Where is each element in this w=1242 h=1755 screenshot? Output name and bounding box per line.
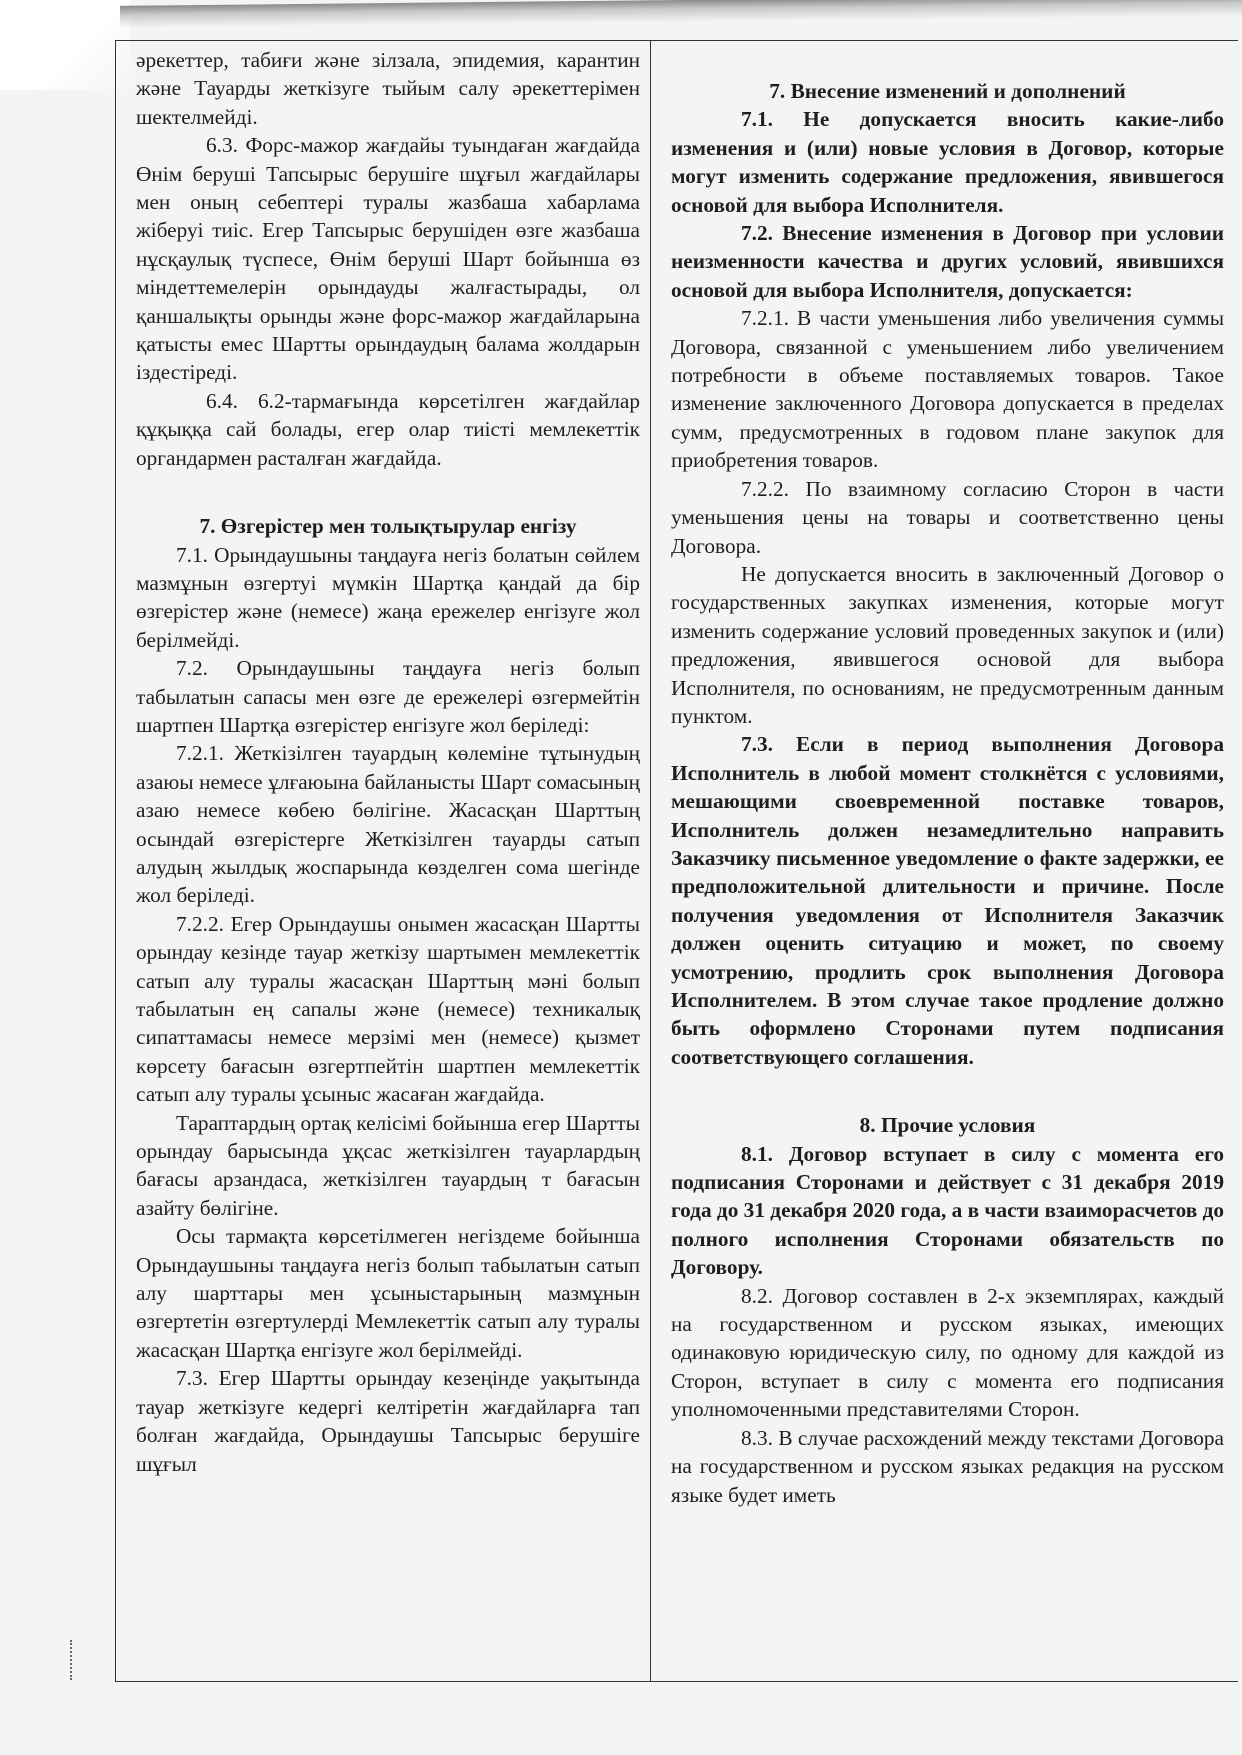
kz-paragraph-6-3: 6.3. Форс-мажор жағдайы туындаған жағдайда Өнім беруші Тапсырыс берушіге шұғыл жағдайлары мен оның себептері туралы жазбаша хабарлама жіберуі тиіс. Егер Тапсырыс берушіден өзге жазбаша нұсқаулық түспесе, Өнім беруші Шарт бойынша өз міндеттемелерін орындауды жалғастырады, ол қаншалықты орынды және форс-мажор жағдайларына қатысты емес Шартты орындаудың балама жолдарын іздестіреді. (136, 133, 640, 385)
ru-section-heading-8: 8. Прочие условия (859, 1113, 1036, 1138)
page-fold-corner (0, 0, 130, 90)
ru-paragraph-8-3: 8.3. В случае расхождений между текстами Договора на государственном и русском языках редакция на русском языке будет иметь (671, 1425, 1224, 1507)
ru-section-heading-7: 7. Внесение изменений и дополнений (769, 79, 1126, 103)
ru-paragraph-restriction: Не допускается вносить в заключенный Договор о государственных закупках изменения, которые могут изменить содержание условий проведенных закупок и (или) предложения, явившегося основой для выбора Исполнителя, по основаниям, не предусмотренным данным пунктом. (671, 561, 1224, 728)
kazakh-column (116, 41, 651, 1681)
contract-table (115, 40, 1238, 1682)
ru-paragraph-7-2: 7.2. Внесение изменения в Договор при условии неизменности качества и других условий, явившихся основой для выбора Исполнителя, допускается: (671, 221, 1224, 302)
ru-paragraph-7-1: 7.1. Не допускается вносить какие-либо изменения и (или) новые условия в Договор, которые могут изменить содержание предложения, явившегося основой для выбора Исполнителя. (671, 107, 1224, 217)
kz-section-heading: 7. Өзгерістер мен толықтырулар енгізу (199, 514, 577, 539)
kz-paragraph-6-4: 6.4. 6.2-тармағында көрсетілген жағдайлар құқыққа сай болады, егер олар тиісті мемлекеттік органдармен расталған жағдайда. (136, 388, 640, 470)
ru-paragraph-7-2-2: 7.2.2. По взаимному согласию Сторон в части уменьшения цены на товары и соответственно цены Договора. (671, 476, 1224, 558)
ru-paragraph-7-2-1: 7.2.1. В части уменьшения либо увеличения суммы Договора, связанной с уменьшением либо увеличением потребности в объеме поставляемых товаров. Такое изменение заключенного Договора допускается в пределах сумм, предусмотренных в годовом плане закупок для приобретения товаров. (671, 306, 1224, 473)
scan-shadow (120, 0, 1242, 28)
kz-paragraph-7-1: 7.1. Орындаушыны таңдауға негіз болатын сөйлем мазмұнын өзгертуі мүмкін Шартқа қандай да бір өзгерістер және (немесе) жаңа ережелер енгізуге жол берілмейді. (136, 542, 640, 652)
russian-column (651, 41, 1234, 1681)
kz-paragraph-mutual: Тараптардың ортақ келісімі бойынша егер Шартты орындау барысында ұқсас жеткізілген тауарлардың бағасы арзандаса, жеткізілген тауардың т бағасын азайту бөлігіне. (136, 1110, 640, 1220)
kz-paragraph-grounds: Осы тармақта көрсетілмеген негіздеме бойынша Орындаушыны таңдауға негіз болып табылатын сатып алу шарттары мен ұсыныстарының мазмұнын өзгертетін өзгертулерді Мемлекеттік сатып алу туралы жасасқан Шартқа енгізуге жол берілмейді. (136, 1224, 640, 1362)
ru-paragraph-7-3: 7.3. Если в период выполнения Договора Исполнитель в любой момент столкнётся с условиями, мешающими своевременной поставке товаров, Исполнитель должен незамедлительно направить Заказчику письменное уведомление о факте задержки, ее предположительной длительности и причине. После получения уведомления от Исполнителя Заказчик должен оценить ситуацию и может, по своему усмотрению, продлить срок выполнения Договора Исполнителем. В этом случае такое продление должно быть оформлено Сторонами путем подписания соответствующего соглашения. (671, 732, 1224, 1069)
binding-marks (70, 1640, 76, 1680)
kz-paragraph-7-2-1: 7.2.1. Жеткізілген тауардың көлеміне тұтынудың азаюы немесе ұлғаюына байланысты Шарт сомасының азаю немесе көбею бөлігіне. Жасасқан Шарттың осындай өзгерістерге Жеткізілген тауарды сатып алудың жылдық жоспарында көзделген сома шегінде жол беріледі. (136, 741, 640, 908)
ru-paragraph-8-2: 8.2. Договор составлен в 2-х экземплярах, каждый на государственном и русском языках, имеющих одинаковую юридическую силу, по одному для каждой из Сторон, вступает в силу с момента его подписания уполномоченными представителями Сторон. (671, 1283, 1224, 1422)
kz-paragraph-7-2-2: 7.2.2. Егер Орындаушы онымен жасасқан Шартты орындау кезінде тауар жеткізу шартымен мемлекеттік сатып алу туралы жасасқан Шарттың мәні болып табылатын ең сапалы және (немесе) техникалық сипаттамасы немесе мерзімі мен (немесе) қызмет көрсету бағасын өзгертпейтін шартпен мемлекеттік сатып алу туралы ұсыныс жасаған жағдайда. (136, 911, 640, 1107)
ru-paragraph-8-1: 8.1. Договор вступает в силу с момента его подписания Сторонами и действует с 31 декабря 2019 года до 31 декабря 2020 года, а в части взаиморасчетов до полного исполнения Сторонами обязательств по Договору. (671, 1141, 1224, 1280)
kz-paragraph-intro: әрекеттер, табиғи және зілзала, эпидемия, карантин және Тауарды жеткізуге тыйым салу әрекеттерімен шектелмейді. (136, 48, 640, 129)
kz-paragraph-7-2: 7.2. Орындаушыны таңдауға негіз болып табылатын сапасы мен өзге де ережелері өзгермейтін шартпен Шартқа өзгерістер енгізуге жол беріледі: (136, 656, 640, 737)
spacer (671, 1071, 1224, 1111)
kz-paragraph-7-3: 7.3. Егер Шартты орындау кезеңінде уақытында тауар жеткізуге кедергі келтіретін жағдайларға тап болған жағдайда, Орындаушы Тапсырыс берушіге шұғыл (136, 1366, 640, 1476)
spacer (136, 472, 640, 512)
